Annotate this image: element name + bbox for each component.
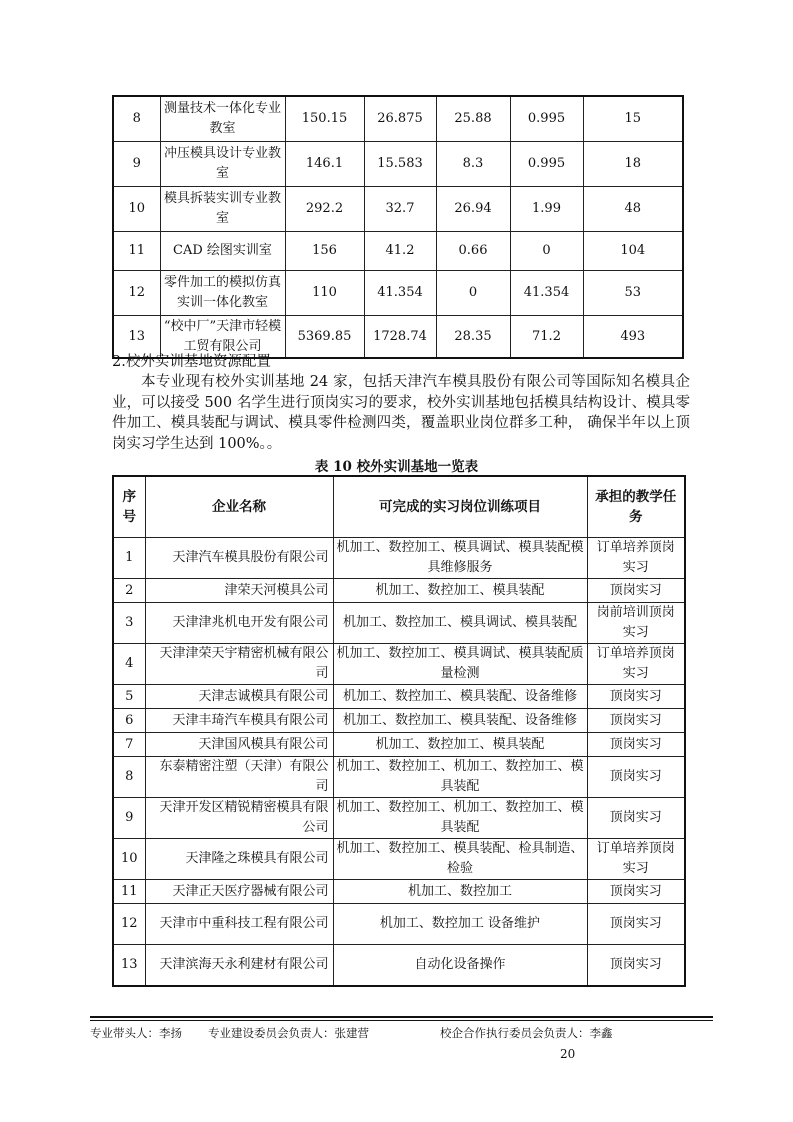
cell-name: CAD 绘图实训室 [160,232,285,271]
table-row [113,709,685,733]
table-row [113,644,685,685]
cell-name: 模具拆装实训专业教室 [160,187,285,232]
cell-c1: 146.1 [285,142,364,187]
cell-c1: 156 [285,232,364,271]
header-company: 企业名称 [145,476,333,538]
cell-items: 机加工、数控加工、模具装配、检具制造、检验 [333,839,587,880]
cell-c2: 41.354 [364,271,436,316]
cell-task: 岗前培训顶岗实习 [587,603,685,644]
cell-task: 顶岗实习 [587,945,685,987]
table-row [113,880,685,904]
cell-no: 13 [113,316,160,359]
cell-c3: 0 [436,271,510,316]
table-row [113,733,685,757]
cell-c1: 5369.85 [285,316,364,359]
cell-no: 8 [113,96,160,142]
table-row [113,685,685,709]
cell-task: 顶岗实习 [587,904,685,945]
cell-company: 天津津兆机电开发有限公司 [145,603,333,644]
cell-company: 津荣天河模具公司 [145,579,333,603]
cell-c5: 104 [583,232,683,271]
cell-task: 顶岗实习 [587,579,685,603]
cell-no: 12 [113,904,145,945]
cell-c4: 1.99 [510,187,583,232]
cell-task: 订单培养顶岗实习 [587,644,685,685]
cell-c4: 0.995 [510,142,583,187]
cell-company: 天津隆之珠模具有限公司 [145,839,333,880]
cell-c2: 26.875 [364,96,436,142]
cell-no: 11 [113,232,160,271]
footer-cooperation: 校企合作执行委员会负责人：李鑫 [440,1026,613,1040]
cell-items: 机加工、数控加工、机加工、数控加工、模具装配 [333,798,587,839]
footer-rule [90,1016,713,1018]
cell-task: 顶岗实习 [587,733,685,757]
intro-paragraph: 本专业现有校外实训基地 24 家，包括天津汽车模具股份有限公司等国际知名模具企业，可以接受 500 名学生进行顶岗实习的要求，校外实训基地包括模具结构设计、模具零件加工、模具装配与调试、模具零件检测四类，覆盖职业岗位群多工种， 确保半年以上顶岗实习学生达到 100%。。 [112,374,690,452]
header-no: 序号 [113,476,145,538]
cell-no: 12 [113,271,160,316]
cell-items: 机加工、数控加工、模具调试、模具装配模具维修服务 [333,538,587,579]
cell-items: 机加工、数控加工、模具装配 [333,733,587,757]
cell-items: 机加工、数控加工 设备维护 [333,904,587,945]
cell-company: 天津汽车模具股份有限公司 [145,538,333,579]
table-row [113,232,683,271]
cell-company: 东泰精密注塑（天津）有限公司 [145,757,333,798]
cell-no: 1 [113,538,145,579]
cell-c1: 110 [285,271,364,316]
table-row [113,538,685,579]
cell-items: 机加工、数控加工、模具调试、模具装配 [333,603,587,644]
cell-items: 机加工、数控加工 [333,880,587,904]
cell-company: 天津国风模具有限公司 [145,733,333,757]
cell-c3: 28.35 [436,316,510,359]
cell-c5: 15 [583,96,683,142]
table-row [113,839,685,880]
cell-no: 4 [113,644,145,685]
table-row [113,945,685,987]
cell-c4: 0 [510,232,583,271]
header-items: 可完成的实习岗位训练项目 [333,476,587,538]
cell-name: “校中厂”天津市轻模工贸有限公司 [160,316,285,359]
cell-c5: 48 [583,187,683,232]
cell-no: 5 [113,685,145,709]
cell-name: 零件加工的模拟仿真实训一体化教室 [160,271,285,316]
cell-c3: 25.88 [436,96,510,142]
lab-resource-table [112,95,684,359]
header-task: 承担的教学任务 [587,476,685,538]
cell-items: 机加工、数控加工、机加工、数控加工、模具装配 [333,757,587,798]
cell-c2: 41.2 [364,232,436,271]
cell-c4: 71.2 [510,316,583,359]
cell-c5: 53 [583,271,683,316]
page-number: 20 [560,1047,576,1061]
cell-c3: 0.66 [436,232,510,271]
cell-c4: 41.354 [510,271,583,316]
cell-company: 天津开发区精锐精密模具有限公司 [145,798,333,839]
cell-no: 9 [113,798,145,839]
cell-items: 自动化设备操作 [333,945,587,987]
cell-c1: 292.2 [285,187,364,232]
table-row [113,798,685,839]
cell-task: 顶岗实习 [587,798,685,839]
cell-company: 天津津荣天宇精密机械有限公司 [145,644,333,685]
cell-no: 3 [113,603,145,644]
cell-items: 机加工、数控加工、模具调试、模具装配质量检测 [333,644,587,685]
cell-task: 顶岗实习 [587,685,685,709]
cell-items: 机加工、数控加工、模具装配 [333,579,587,603]
cell-company: 天津丰琦汽车模具有限公司 [145,709,333,733]
table-row [113,603,685,644]
table-row [113,904,685,945]
cell-no: 8 [113,757,145,798]
cell-no: 10 [113,187,160,232]
cell-name: 冲压模具设计专业教室 [160,142,285,187]
table-row [113,142,683,187]
cell-no: 11 [113,880,145,904]
cell-c4: 0.995 [510,96,583,142]
cell-c3: 26.94 [436,187,510,232]
cell-no: 13 [113,945,145,987]
cell-c2: 1728.74 [364,316,436,359]
cell-no: 6 [113,709,145,733]
table-caption: 表 10 校外实训基地一览表 [314,459,479,475]
cell-no: 10 [113,839,145,880]
cell-task: 订单培养顶岗实习 [587,538,685,579]
cell-company: 天津志诚模具有限公司 [145,685,333,709]
table-row [113,96,683,142]
cell-c3: 8.3 [436,142,510,187]
cell-task: 顶岗实习 [587,709,685,733]
cell-c5: 493 [583,316,683,359]
cell-c5: 18 [583,142,683,187]
cell-name: 测量技术一体化专业教室 [160,96,285,142]
table-row [113,579,685,603]
cell-company: 天津正天医疗器械有限公司 [145,880,333,904]
cell-task: 订单培养顶岗实习 [587,839,685,880]
cell-c2: 15.583 [364,142,436,187]
cell-company: 天津滨海天永利建材有限公司 [145,945,333,987]
table-header-row [113,476,685,538]
footer-rule-thin [90,1020,713,1021]
section-title: 2.校外实训基地资源配置 [112,354,271,370]
table-row [113,187,683,232]
cell-task: 顶岗实习 [587,757,685,798]
cell-task: 顶岗实习 [587,880,685,904]
footer-committee: 专业建设委员会负责人：张建营 [208,1026,369,1040]
cell-no: 9 [113,142,160,187]
cell-c2: 32.7 [364,187,436,232]
cell-c1: 150.15 [285,96,364,142]
cell-company: 天津市中重科技工程有限公司 [145,904,333,945]
cell-items: 机加工、数控加工、模具装配、设备维修 [333,685,587,709]
cell-no: 2 [113,579,145,603]
cell-items: 机加工、数控加工、模具装配、设备维修 [333,709,587,733]
table-row [113,757,685,798]
table-row [113,271,683,316]
footer-leader: 专业带头人：李扬 [90,1026,182,1040]
training-base-table [112,475,686,987]
cell-no: 7 [113,733,145,757]
